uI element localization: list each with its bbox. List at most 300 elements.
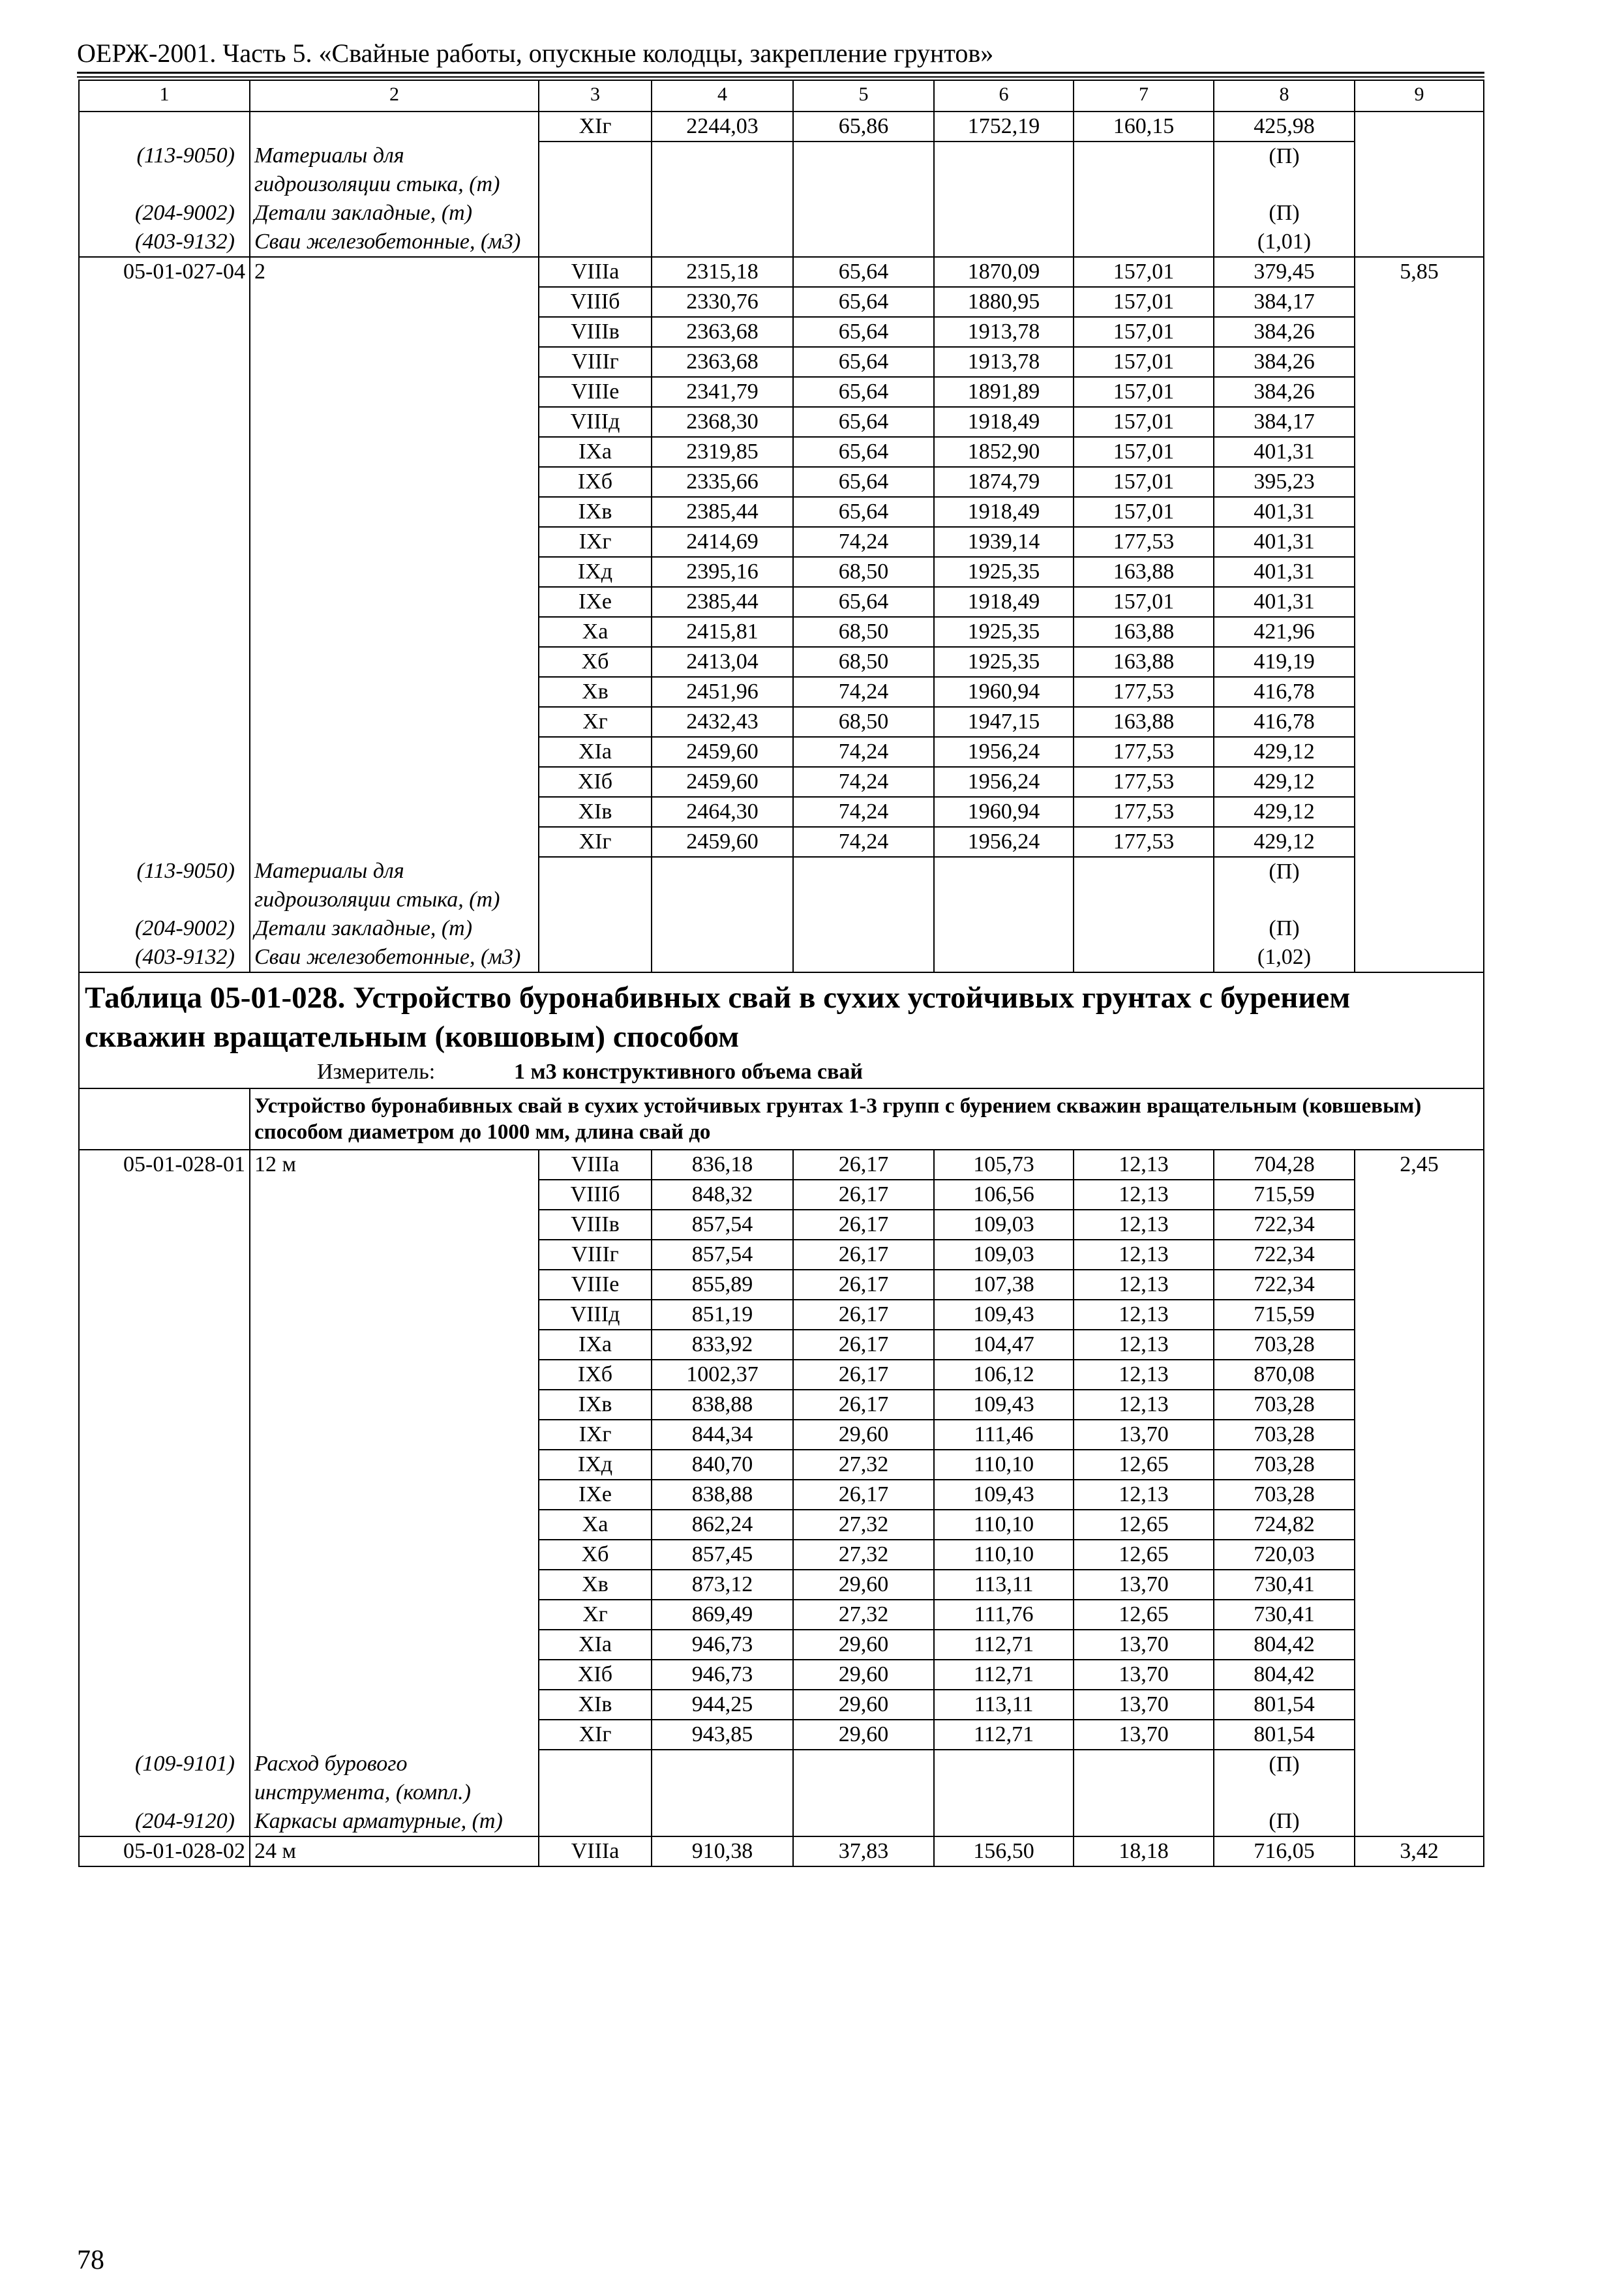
empty-cell — [793, 142, 934, 199]
value-cell: 844,34 — [652, 1420, 793, 1450]
column-number: 5 — [793, 80, 934, 112]
coef-cell — [1355, 1600, 1484, 1630]
value-cell: 156,50 — [934, 1836, 1074, 1866]
empty-cell — [652, 228, 793, 257]
value-cell: 12,13 — [1074, 1180, 1214, 1210]
table-row — [79, 1510, 1484, 1540]
table-title-row — [79, 972, 1484, 1088]
rate-label — [250, 827, 539, 857]
value-cell: 157,01 — [1074, 347, 1214, 377]
meter-label: Измеритель: — [317, 1060, 436, 1084]
empty-cell — [1074, 1750, 1214, 1807]
value-cell: 37,83 — [793, 1836, 934, 1866]
value-cell: 840,70 — [652, 1450, 793, 1480]
meter-line — [85, 1056, 1478, 1088]
rate-code — [79, 1570, 250, 1600]
empty-cell — [539, 228, 652, 257]
coef-cell — [1355, 1450, 1484, 1480]
coef-cell — [1355, 1480, 1484, 1510]
coef-cell — [1355, 1420, 1484, 1450]
table-row — [79, 1300, 1484, 1330]
value-cell: 65,64 — [793, 467, 934, 497]
value-cell: 2319,85 — [652, 437, 793, 467]
empty-cell — [793, 943, 934, 972]
value-cell: 730,41 — [1214, 1570, 1355, 1600]
value-cell: 12,13 — [1074, 1480, 1214, 1510]
table-row — [79, 1180, 1484, 1210]
rate-label — [250, 1390, 539, 1420]
value-cell: 74,24 — [793, 827, 934, 857]
value-cell: 722,34 — [1214, 1210, 1355, 1240]
table-row — [79, 437, 1484, 467]
coef-cell — [1355, 677, 1484, 707]
resource-name: Расход бурового инструмента, (компл.) — [250, 1750, 539, 1807]
empty-cell — [652, 943, 793, 972]
table-subtitle: Устройство буронабивных свай в сухих устойчивых грунтах 1-3 групп с бурением скважин вращательным (ковшевым) способом диаметром до 1000 мм, длина свай до — [250, 1088, 1484, 1150]
resource-name: Материалы для гидроизоляции стыка, (т) — [250, 857, 539, 914]
rate-code — [79, 1210, 250, 1240]
zone-cell: VIIIа — [539, 257, 652, 287]
table-row — [79, 1480, 1484, 1510]
resource-row — [79, 1807, 1484, 1836]
empty-cell — [934, 1807, 1074, 1836]
value-cell: 2244,03 — [652, 112, 793, 142]
value-cell: 416,78 — [1214, 677, 1355, 707]
zone-cell: Xг — [539, 707, 652, 737]
rate-label — [250, 1630, 539, 1660]
zone-cell: VIIIб — [539, 287, 652, 317]
value-cell: 2385,44 — [652, 587, 793, 617]
value-cell: 2368,30 — [652, 407, 793, 437]
value-cell: 2459,60 — [652, 767, 793, 797]
resource-code: (403-9132) — [79, 943, 250, 972]
coef-cell — [1355, 797, 1484, 827]
rate-code — [79, 437, 250, 467]
rate-code — [79, 377, 250, 407]
value-cell: 857,54 — [652, 1240, 793, 1270]
value-cell: 838,88 — [652, 1480, 793, 1510]
value-cell: 2414,69 — [652, 527, 793, 557]
value-cell: 401,31 — [1214, 527, 1355, 557]
empty-cell — [934, 943, 1074, 972]
rate-label — [250, 1240, 539, 1270]
empty-cell — [652, 914, 793, 943]
empty-cell — [539, 199, 652, 228]
rate-label — [250, 647, 539, 677]
rate-code — [79, 1600, 250, 1630]
empty-cell — [1355, 1807, 1484, 1836]
value-cell: 157,01 — [1074, 587, 1214, 617]
value-cell: 29,60 — [793, 1690, 934, 1720]
zone-cell: VIIIг — [539, 1240, 652, 1270]
value-cell: 724,82 — [1214, 1510, 1355, 1540]
rate-label — [250, 1540, 539, 1570]
rate-label — [250, 467, 539, 497]
value-cell: 2459,60 — [652, 737, 793, 767]
resource-name: Каркасы арматурные, (т) — [250, 1807, 539, 1836]
value-cell: 12,13 — [1074, 1210, 1214, 1240]
empty-cell — [793, 199, 934, 228]
value-cell: 27,32 — [793, 1540, 934, 1570]
zone-cell: XIб — [539, 767, 652, 797]
value-cell: 2459,60 — [652, 827, 793, 857]
table-title-cell — [79, 972, 1484, 1088]
coef-cell: 3,42 — [1355, 1836, 1484, 1866]
coef-cell — [1355, 1630, 1484, 1660]
value-cell: 857,45 — [652, 1540, 793, 1570]
value-cell: 1752,19 — [934, 112, 1074, 142]
rate-code — [79, 287, 250, 317]
table-row — [79, 1420, 1484, 1450]
zone-cell: Xг — [539, 1600, 652, 1630]
rate-label — [250, 1360, 539, 1390]
empty-cell — [934, 1750, 1074, 1807]
coef-cell — [1355, 1690, 1484, 1720]
value-cell: 1880,95 — [934, 287, 1074, 317]
table-row — [79, 587, 1484, 617]
value-cell: 703,28 — [1214, 1450, 1355, 1480]
rate-label — [250, 287, 539, 317]
value-cell: 29,60 — [793, 1720, 934, 1750]
rate-code — [79, 1720, 250, 1750]
table-row — [79, 1570, 1484, 1600]
value-cell: 857,54 — [652, 1210, 793, 1240]
zone-cell: Xв — [539, 1570, 652, 1600]
value-cell: 2363,68 — [652, 347, 793, 377]
zone-cell: IXе — [539, 587, 652, 617]
value-cell: 2464,30 — [652, 797, 793, 827]
value-cell: 157,01 — [1074, 257, 1214, 287]
column-number-row — [79, 80, 1484, 112]
resource-row — [79, 857, 1484, 914]
coef-cell — [1355, 1300, 1484, 1330]
table-row — [79, 1270, 1484, 1300]
value-cell: 2363,68 — [652, 317, 793, 347]
rate-label: 2 — [250, 257, 539, 287]
value-cell: 946,73 — [652, 1630, 793, 1660]
value-cell: 12,13 — [1074, 1390, 1214, 1420]
table-row — [79, 707, 1484, 737]
value-cell: 177,53 — [1074, 767, 1214, 797]
rate-label — [250, 1690, 539, 1720]
rate-code — [79, 112, 250, 142]
rate-label: 24 м — [250, 1836, 539, 1866]
rate-label — [250, 557, 539, 587]
table-row — [79, 317, 1484, 347]
value-cell: 163,88 — [1074, 557, 1214, 587]
rates-table — [78, 80, 1484, 1867]
value-cell: 26,17 — [793, 1300, 934, 1330]
rate-label — [250, 1180, 539, 1210]
value-cell: 26,17 — [793, 1180, 934, 1210]
rate-code — [79, 1270, 250, 1300]
value-cell: 26,17 — [793, 1270, 934, 1300]
empty-cell — [793, 1807, 934, 1836]
rate-code — [79, 737, 250, 767]
zone-cell: IXд — [539, 1450, 652, 1480]
value-cell: 2315,18 — [652, 257, 793, 287]
table-row — [79, 1150, 1484, 1180]
resource-name: Сваи железобетонные, (м3) — [250, 228, 539, 257]
zone-cell: VIIIа — [539, 1836, 652, 1866]
empty-cell — [1074, 199, 1214, 228]
table-row — [79, 1450, 1484, 1480]
rate-label — [250, 797, 539, 827]
value-cell: 27,32 — [793, 1450, 934, 1480]
empty-cell — [652, 199, 793, 228]
value-cell: 65,64 — [793, 287, 934, 317]
value-cell: 109,03 — [934, 1240, 1074, 1270]
zone-cell: XIб — [539, 1660, 652, 1690]
empty-cell — [934, 857, 1074, 914]
rate-label — [250, 407, 539, 437]
coef-cell — [1355, 467, 1484, 497]
zone-cell: Xв — [539, 677, 652, 707]
column-number: 8 — [1214, 80, 1355, 112]
value-cell: 74,24 — [793, 767, 934, 797]
coef-cell — [1355, 617, 1484, 647]
zone-cell: Xа — [539, 1510, 652, 1540]
value-cell: 13,70 — [1074, 1420, 1214, 1450]
value-cell: 26,17 — [793, 1390, 934, 1420]
resource-value: (П) — [1214, 199, 1355, 228]
value-cell: 12,13 — [1074, 1360, 1214, 1390]
resource-row — [79, 943, 1484, 972]
value-cell: 429,12 — [1214, 767, 1355, 797]
value-cell: 163,88 — [1074, 617, 1214, 647]
empty-cell — [1355, 1750, 1484, 1807]
coef-cell — [1355, 587, 1484, 617]
empty-cell — [1355, 142, 1484, 199]
rate-code — [79, 1420, 250, 1450]
rate-code — [79, 347, 250, 377]
value-cell: 65,64 — [793, 317, 934, 347]
value-cell: 109,43 — [934, 1390, 1074, 1420]
value-cell: 157,01 — [1074, 317, 1214, 347]
rate-code: 05-01-027-04 — [79, 257, 250, 287]
value-cell: 13,70 — [1074, 1570, 1214, 1600]
value-cell: 384,26 — [1214, 347, 1355, 377]
empty-cell — [539, 943, 652, 972]
value-cell: 1939,14 — [934, 527, 1074, 557]
rate-code — [79, 1300, 250, 1330]
value-cell: 157,01 — [1074, 407, 1214, 437]
resource-code: (204-9120) — [79, 1807, 250, 1836]
table-row — [79, 1210, 1484, 1240]
value-cell: 163,88 — [1074, 647, 1214, 677]
table-row — [79, 1630, 1484, 1660]
coef-cell — [1355, 1360, 1484, 1390]
value-cell: 1918,49 — [934, 497, 1074, 527]
rate-code — [79, 677, 250, 707]
coef-cell — [1355, 347, 1484, 377]
resource-value: (П) — [1214, 857, 1355, 914]
table-row — [79, 1390, 1484, 1420]
value-cell: 429,12 — [1214, 737, 1355, 767]
empty-cell — [793, 228, 934, 257]
zone-cell: VIIIб — [539, 1180, 652, 1210]
value-cell: 1947,15 — [934, 707, 1074, 737]
value-cell: 873,12 — [652, 1570, 793, 1600]
value-cell: 848,32 — [652, 1180, 793, 1210]
value-cell: 106,56 — [934, 1180, 1074, 1210]
value-cell: 12,65 — [1074, 1600, 1214, 1630]
rate-label — [250, 1450, 539, 1480]
rate-code — [79, 617, 250, 647]
value-cell: 421,96 — [1214, 617, 1355, 647]
empty-cell — [652, 142, 793, 199]
coef-cell — [1355, 497, 1484, 527]
rate-code — [79, 767, 250, 797]
table-row — [79, 467, 1484, 497]
value-cell: 384,26 — [1214, 377, 1355, 407]
value-cell: 703,28 — [1214, 1420, 1355, 1450]
value-cell: 1852,90 — [934, 437, 1074, 467]
value-cell: 13,70 — [1074, 1690, 1214, 1720]
resource-value: (П) — [1214, 142, 1355, 199]
value-cell: 944,25 — [652, 1690, 793, 1720]
table-row — [79, 557, 1484, 587]
empty-cell — [1074, 1807, 1214, 1836]
coef-cell — [1355, 557, 1484, 587]
table-row — [79, 617, 1484, 647]
page-number: 78 — [77, 2245, 104, 2275]
rate-code — [79, 497, 250, 527]
column-number: 2 — [250, 80, 539, 112]
value-cell: 65,64 — [793, 497, 934, 527]
coef-cell — [1355, 112, 1484, 142]
value-cell: 111,46 — [934, 1420, 1074, 1450]
value-cell: 1874,79 — [934, 467, 1074, 497]
coef-cell — [1355, 527, 1484, 557]
value-cell: 855,89 — [652, 1270, 793, 1300]
coef-cell — [1355, 1660, 1484, 1690]
value-cell: 429,12 — [1214, 827, 1355, 857]
value-cell: 113,11 — [934, 1690, 1074, 1720]
resource-value: (П) — [1214, 914, 1355, 943]
value-cell: 12,13 — [1074, 1330, 1214, 1360]
coef-cell — [1355, 1540, 1484, 1570]
value-cell: 401,31 — [1214, 497, 1355, 527]
value-cell: 2341,79 — [652, 377, 793, 407]
column-number: 7 — [1074, 80, 1214, 112]
value-cell: 12,65 — [1074, 1450, 1214, 1480]
rate-label — [250, 1300, 539, 1330]
zone-cell: Xа — [539, 617, 652, 647]
coef-cell — [1355, 317, 1484, 347]
value-cell: 1870,09 — [934, 257, 1074, 287]
value-cell: 26,17 — [793, 1150, 934, 1180]
resource-name: Детали закладные, (т) — [250, 199, 539, 228]
zone-cell: VIIIв — [539, 317, 652, 347]
coef-cell — [1355, 827, 1484, 857]
value-cell: 833,92 — [652, 1330, 793, 1360]
empty-cell — [1355, 943, 1484, 972]
value-cell: 401,31 — [1214, 437, 1355, 467]
table-title: Таблица 05-01-028. Устройство буронабивных свай в сухих устойчивых грунтах с бурением скважин вращательным (ковшовым) способом — [85, 981, 1351, 1054]
table-row — [79, 827, 1484, 857]
rate-label — [250, 317, 539, 347]
table-row — [79, 377, 1484, 407]
value-cell: 74,24 — [793, 677, 934, 707]
value-cell: 113,11 — [934, 1570, 1074, 1600]
rate-code — [79, 1660, 250, 1690]
rate-label — [250, 587, 539, 617]
coef-cell — [1355, 1720, 1484, 1750]
zone-cell: IXв — [539, 497, 652, 527]
value-cell: 29,60 — [793, 1420, 934, 1450]
resource-code: (113-9050) — [79, 857, 250, 914]
value-cell: 384,17 — [1214, 407, 1355, 437]
value-cell: 74,24 — [793, 797, 934, 827]
value-cell: 704,28 — [1214, 1150, 1355, 1180]
empty-cell — [652, 1750, 793, 1807]
rate-label — [250, 1660, 539, 1690]
rate-label — [250, 437, 539, 467]
rate-code — [79, 1510, 250, 1540]
rates-table-body — [79, 80, 1484, 1866]
column-number: 3 — [539, 80, 652, 112]
empty-cell — [934, 199, 1074, 228]
rate-label — [250, 617, 539, 647]
resource-name: Материалы для гидроизоляции стыка, (т) — [250, 142, 539, 199]
rate-code: 05-01-028-01 — [79, 1150, 250, 1180]
resource-value: (1,02) — [1214, 943, 1355, 972]
empty-cell — [1355, 228, 1484, 257]
resource-row — [79, 142, 1484, 199]
coef-cell — [1355, 287, 1484, 317]
value-cell: 12,65 — [1074, 1510, 1214, 1540]
value-cell: 177,53 — [1074, 737, 1214, 767]
value-cell: 1925,35 — [934, 557, 1074, 587]
rate-label — [250, 1720, 539, 1750]
value-cell: 2413,04 — [652, 647, 793, 677]
value-cell: 177,53 — [1074, 827, 1214, 857]
zone-cell: IXа — [539, 1330, 652, 1360]
value-cell: 65,64 — [793, 587, 934, 617]
value-cell: 29,60 — [793, 1660, 934, 1690]
value-cell: 18,18 — [1074, 1836, 1214, 1866]
value-cell: 1925,35 — [934, 647, 1074, 677]
value-cell: 109,43 — [934, 1300, 1074, 1330]
column-number: 9 — [1355, 80, 1484, 112]
value-cell: 65,64 — [793, 347, 934, 377]
value-cell: 13,70 — [1074, 1630, 1214, 1660]
zone-cell: VIIIд — [539, 1300, 652, 1330]
zone-cell: VIIIе — [539, 377, 652, 407]
zone-cell: VIIIв — [539, 1210, 652, 1240]
empty-cell — [79, 1088, 250, 1150]
zone-cell: VIIIе — [539, 1270, 652, 1300]
value-cell: 26,17 — [793, 1330, 934, 1360]
value-cell: 703,28 — [1214, 1390, 1355, 1420]
zone-cell: IXе — [539, 1480, 652, 1510]
value-cell: 869,49 — [652, 1600, 793, 1630]
zone-cell: XIг — [539, 112, 652, 142]
coef-cell — [1355, 437, 1484, 467]
value-cell: 2330,76 — [652, 287, 793, 317]
value-cell: 2451,96 — [652, 677, 793, 707]
value-cell: 106,12 — [934, 1360, 1074, 1390]
table-row — [79, 1836, 1484, 1866]
value-cell: 74,24 — [793, 737, 934, 767]
empty-cell — [652, 1807, 793, 1836]
zone-cell: VIIIа — [539, 1150, 652, 1180]
resource-value: (1,01) — [1214, 228, 1355, 257]
value-cell: 1891,89 — [934, 377, 1074, 407]
rate-label — [250, 1510, 539, 1540]
empty-cell — [539, 914, 652, 943]
